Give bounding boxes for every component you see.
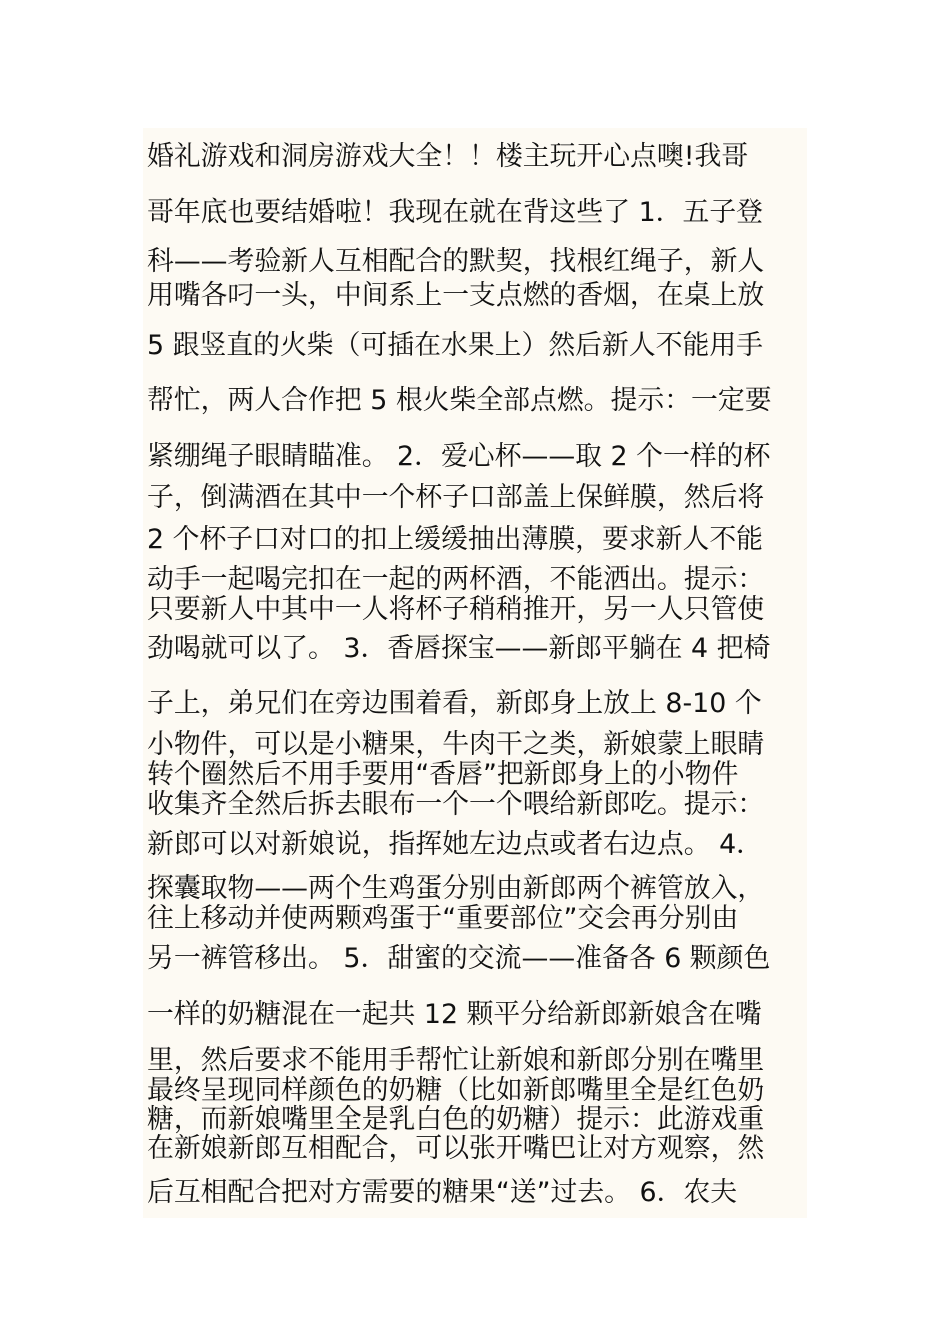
text-line: 里，然后要求不能用手帮忙让新娘和新郎分别在嘴里 [147, 1045, 765, 1076]
text-line: 另一裤管移出。 5．甜蜜的交流——准备各 6 颗颜色 [147, 943, 771, 974]
text-line: 动手一起喝完扣在一起的两杯酒，不能洒出。提示： [147, 564, 765, 595]
text-line: 在新娘新郎互相配合，可以张开嘴巴让对方观察，然 [147, 1133, 765, 1164]
text-line: 转个圈然后不用手要用“香唇”把新郎身上的小物件 [147, 759, 739, 790]
text-line: 一样的奶糖混在一起共 12 颗平分给新郎新娘含在嘴 [147, 999, 762, 1030]
text-line: 婚礼游戏和洞房游戏大全！！楼主玩开心点噢!我哥 [147, 141, 749, 172]
text-line: 子上，弟兄们在旁边围着看，新郎身上放上 8-10 个 [147, 688, 762, 719]
text-line: 收集齐全然后拆去眼布一个一个喂给新郎吃。提示： [147, 789, 765, 820]
text-line: 探囊取物——两个生鸡蛋分别由新郎两个裤管放入， [147, 873, 765, 904]
text-line: 子，倒满酒在其中一个杯子口部盖上保鲜膜，然后将 [147, 482, 765, 513]
text-line: 劲喝就可以了。 3．香唇探宝——新郎平躺在 4 把椅 [147, 633, 771, 664]
text-line: 新郎可以对新娘说，指挥她左边点或者右边点。 4． [147, 829, 764, 860]
document-text-block [143, 128, 807, 1218]
text-line: 只要新人中其中一人将杯子稍稍推开，另一人只管使 [147, 594, 765, 625]
text-line: 最终呈现同样颜色的奶糖（比如新郎嘴里全是红色奶 [147, 1075, 765, 1106]
text-line: 哥年底也要结婚啦！我现在就在背这些了 1．五子登 [147, 197, 764, 228]
text-line: 5 跟竖直的火柴（可插在水果上）然后新人不能用手 [147, 330, 764, 361]
text-line: 糖，而新娘嘴里全是乳白色的奶糖）提示：此游戏重 [147, 1104, 765, 1135]
text-line: 帮忙，两人合作把 5 根火柴全部点燃。提示：一定要 [147, 385, 772, 416]
text-line: 后互相配合把对方需要的糖果“送”过去。 6．农夫 [147, 1177, 738, 1208]
text-line: 紧绷绳子眼睛瞄准。 2．爱心杯——取 2 个一样的杯 [147, 441, 771, 472]
text-line: 小物件，可以是小糖果，牛肉干之类，新娘蒙上眼睛 [147, 729, 765, 760]
text-line: 用嘴各叼一头，中间系上一支点燃的香烟，在桌上放 [147, 280, 765, 311]
text-line: 科——考验新人互相配合的默契，找根红绳子，新人 [147, 246, 765, 277]
text-line: 往上移动并使两颗鸡蛋于“重要部位”交会再分别由 [147, 903, 739, 934]
text-line: 2 个杯子口对口的扣上缓缓抽出薄膜，要求新人不能 [147, 524, 764, 555]
